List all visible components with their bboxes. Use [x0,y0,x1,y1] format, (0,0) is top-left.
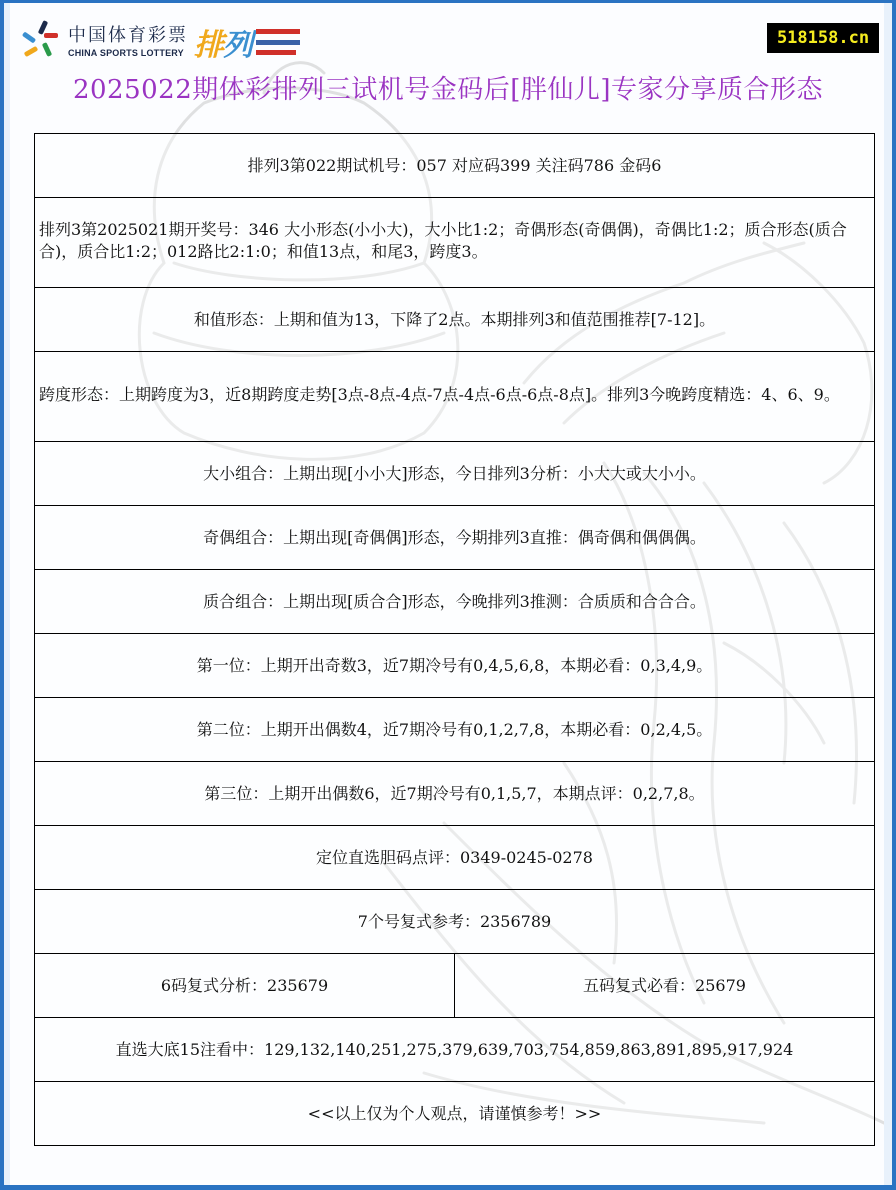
table-cell: 直选大底15注看中：129,132,140,251,275,379,639,703,754,859,863,891,895,917,924 [115,1039,794,1059]
table-row-odd-even-combo [35,506,874,570]
table-cell: 第一位：上期开出奇数3，近7期冷号有0,4,5,6,8，本期必看：0,3,4,9。 [196,655,713,675]
disclaimer-text: <<以上仅为个人观点，请谨慎参考！>> [307,1103,602,1123]
table-row-disclaimer [35,1082,874,1146]
table-row-second-position [35,698,874,762]
table-cell: 奇偶组合：上期出现[奇偶偶]形态，今期排列3直推：偶奇偶和偶偶偶。 [203,527,706,547]
table-row-seven-number-compound [35,890,874,954]
table-cell: 和值形态：上期和值为13，下降了2点。本期排列3和值范围推荐[7-12]。 [193,309,716,329]
table-row-size-combo [35,442,874,506]
table-cell: 7个号复式参考：2356789 [357,911,552,931]
six-code-compound-text: 6码复式分析：235679 [160,975,329,995]
table-row-prime-composite-combo [35,570,874,634]
table-cell: 大小组合：上期出现[小小大]形态，今日排列3分析：小大大或大小小。 [203,463,706,483]
table-row-position-picks [35,826,874,890]
table-cell: 排列3第2025021期开奖号：346 大小形态(小小大)，大小比1:2；奇偶形态(奇偶偶)，奇偶比1:2；质合形态(质合合)，质合比1:2；012路比2:1:0；和值13点，和尾3，跨度3。 [39,219,847,261]
page-title: 2025022期体彩排列三试机号金码后[胖仙儿]专家分享质合形态 [72,75,824,105]
table-row-first-position [35,634,874,698]
logo-name-en: CHINA SPORTS LOTTERY [68,47,184,58]
game-name-logo [194,20,300,64]
table-cell-six-code [35,954,455,1017]
prediction-table [34,133,875,1146]
game-name-three-stripes-icon [256,29,300,55]
lottery-star-logo-icon [22,23,60,61]
table-row-third-position [35,762,874,826]
game-name-char-2: 列 [223,28,252,63]
table-cell: 第三位：上期开出偶数6，近7期冷号有0,1,5,7，本期点评：0,2,7,8。 [204,783,705,803]
table-row-test-number [35,134,874,198]
table-cell: 排列3第022期试机号：057 对应码399 关注码786 金码6 [247,155,662,175]
china-sports-lottery-logo [22,21,300,63]
table-row-direct-picks [35,1018,874,1082]
table-row-span-pattern [35,352,874,442]
table-row-compound-split [35,954,874,1018]
table-cell: 质合组合：上期出现[质合合]形态，今晚排列3推测：合质质和合合合。 [203,591,706,611]
table-cell: 跨度形态：上期跨度为3，近8期跨度走势[3点-8点-4点-7点-4点-6点-6点-8点]。排列3今晚跨度精选：4、6、9。 [39,384,840,404]
table-cell: 定位直选胆码点评：0349-0245-0278 [316,847,593,867]
table-row-sum-pattern [35,288,874,352]
logo-name-cn: 中国体育彩票 [68,24,188,46]
site-badge: 518158.cn [767,23,879,53]
table-cell: 第二位：上期开出偶数4，近7期冷号有0,1,2,7,8，本期必看：0,2,4,5。 [196,719,713,739]
game-name-char-1: 排 [194,28,223,63]
five-code-compound-text: 五码复式必看：25679 [583,975,746,995]
table-cell-five-code [455,954,874,1017]
table-row-last-draw [35,198,874,288]
